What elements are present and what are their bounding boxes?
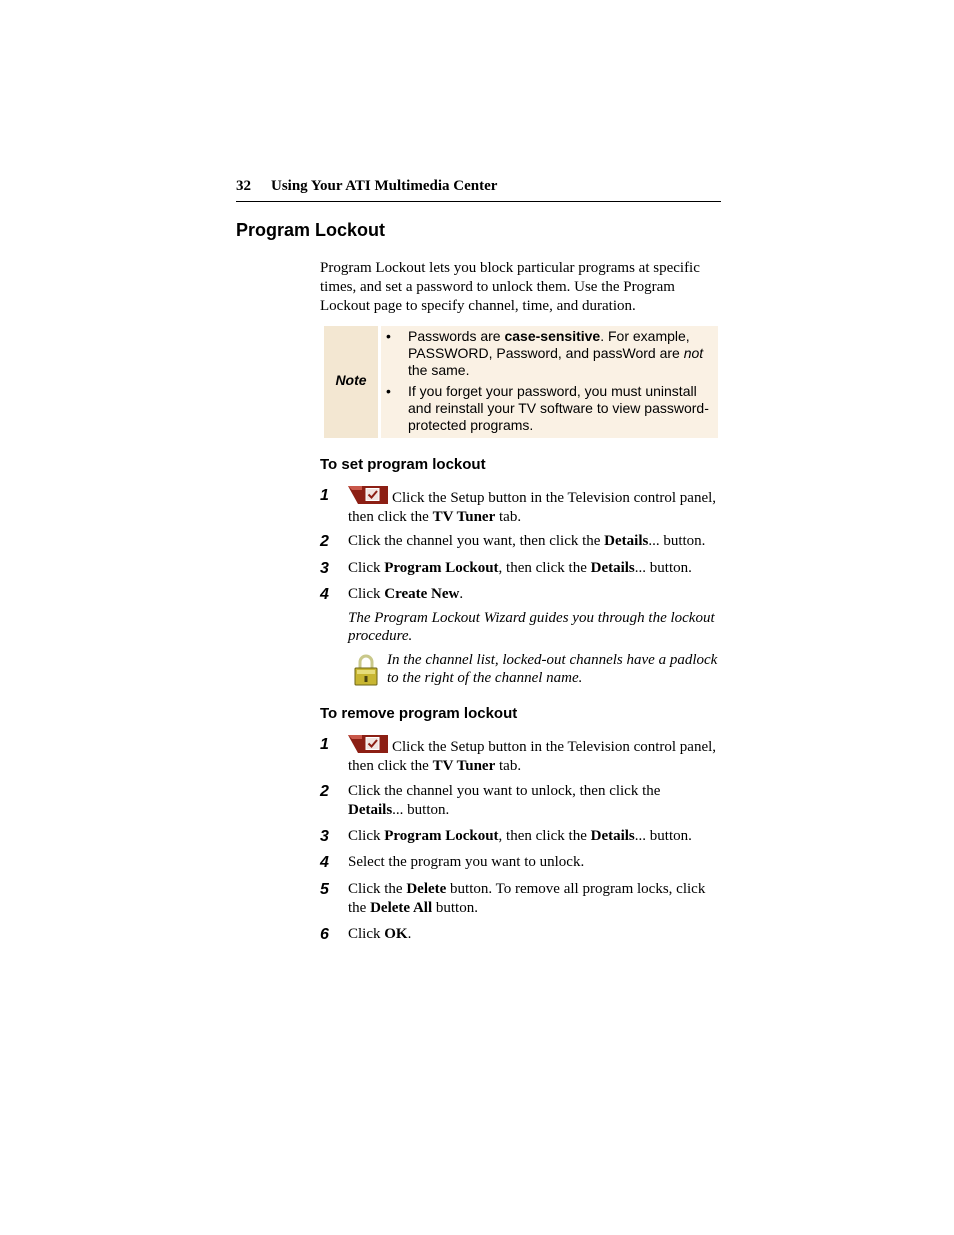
note-label-cell [324,326,378,438]
setup-button-icon [348,486,388,504]
page-header [236,178,721,202]
intro-paragraph: Program Lockout lets you block particular programs at specific times, and set a password to unlock them. Use the Program Lockout page to specify channel, time, and duration. [320,260,700,314]
padlock-icon [352,653,380,687]
chapter-title: Using Your ATI Multimedia Center [271,178,498,194]
remove-lockout-heading: To remove program lockout [320,705,518,722]
note-body: • Passwords are case-sensitive. For example, PASSWORD, Password, and passWord are not the same. • If you forget your password, you must uninstall and reinstall your TV software to view password-protected programs. [381,326,718,438]
section-title: Program Lockout [236,220,386,240]
note-box [324,326,718,438]
padlock-tip-text: In the channel list, locked-out channels have a padlock to the right of the channel name. [387,652,718,686]
set-lockout-heading: To set program lockout [320,456,486,473]
wizard-result-text: The Program Lockout Wizard guides you through the lockout procedure. [348,610,715,644]
note-label: Note [335,372,367,388]
padlock-tip [352,651,722,691]
setup-button-icon [348,735,388,753]
page-number: 32 [236,178,251,194]
